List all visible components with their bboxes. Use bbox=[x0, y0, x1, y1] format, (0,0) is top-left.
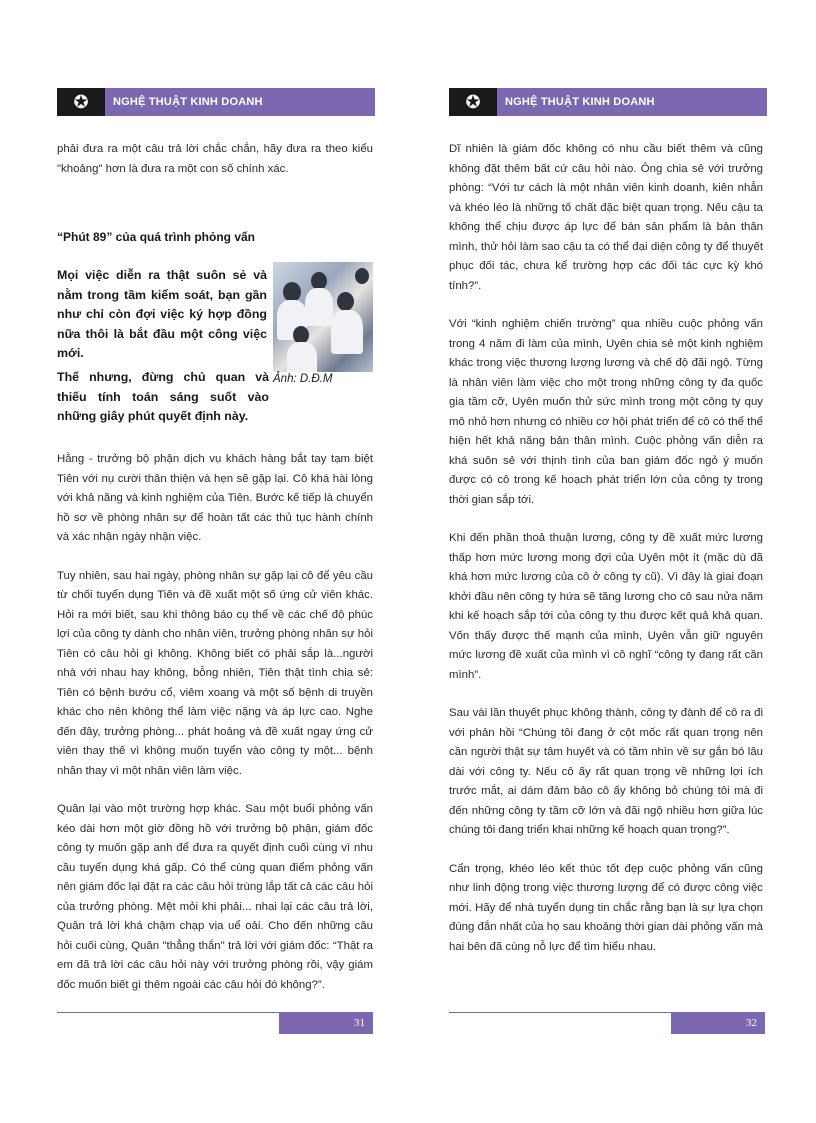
right-paragraph: Khi đến phần thoả thuận lương, công ty đề xuất mức lương thấp hơn mức lương mong đợi của Uyên một ít (mặc dù đã khá hơn mức lương của cô ở công ty cũ). Vì đây là giai đoạn khởi đầu nên công ty hứa sẽ tăng lương cho cô sau nửa năm khi kế hoạch sắp tới của công ty thu được kết quả khả quan. Vốn thấy được thế mạnh của mình, Uyên vẫn giữ nguyên mức lương đề xuất của mình vì cô nghĩ “công ty đang rất cần mình”. bbox=[449, 532, 763, 681]
right-paragraph: Với “kinh nghiệm chiến trường” qua nhiều cuộc phỏng vấn trong 4 năm đi làm của mình, Uyên chia sẻ một kinh nghiệm khác trong việc thương lượng lương và chế độ đãi ngộ. Từng là nhân viên làm việc cho một trong những công ty đa quốc gia tầm cỡ, Uyên muốn thử sức mình trong một công ty quy mô nhỏ hơn nhưng có nhiều cơ hội phát triển để cô có thể thể hiện hết khả năng bản thân mình. Cuộc phỏng vấn diễn ra khá suôn sẻ với thịnh tình của ban giám đốc ngỏ ý muốn được có cô trong kế hoạch phát triển lớn của công ty trong thời gian sắp tới. bbox=[449, 318, 763, 506]
left-paragraph: Hằng - trưởng bộ phận dịch vụ khách hàng bắt tay tạm biệt Tiên với nụ cười thân thiện và hẹn sẽ gặp lại. Cô khá hài lòng với khả năng và kinh nghiệm của Tiên. Bước kế tiếp là chuyển hồ sơ về phòng nhân sự để hoàn tất các thủ tục hành chính và xác nhận ngày nhận việc. bbox=[57, 453, 373, 543]
section-title: NGHỆ THUẬT KINH DOANH bbox=[113, 96, 263, 108]
lead-paragraph-2: Thế nhưng, đừng chủ quan và thiếu tính toán sáng suốt vào những giây phút quyết định này. bbox=[57, 370, 269, 423]
page-number: 32 bbox=[671, 1012, 765, 1034]
lead-paragraph-1: Mọi việc diễn ra thật suôn sẻ và nằm trong tầm kiểm soát, bạn gần như chỉ còn đợi việc ký hợp đồng nữa thôi là bắt đầu một công việc mới. bbox=[57, 268, 267, 360]
star-icon: ✪ bbox=[57, 88, 105, 116]
article-subheading: “Phút 89” của quá trình phỏng vấn bbox=[57, 230, 256, 244]
intro-text: phải đưa ra một câu trả lời chắc chắn, hãy đưa ra theo kiểu "khoảng" hơn là đưa ra một con số chính xác. bbox=[57, 143, 373, 175]
page-number: 31 bbox=[279, 1012, 373, 1034]
right-section-header bbox=[449, 88, 767, 116]
right-paragraph: Cẩn trọng, khéo léo kết thúc tốt đẹp cuộc phỏng vấn cũng như linh động trong việc thương lượng để có được công việc mới. Hãy để nhà tuyển dụng tin chắc rằng bạn là sự lựa chọn đúng đắn nhất của họ sau khoảng thời gian dài phỏng vấn mà hai bên đã cùng nỗ lực để tìm hiểu nhau. bbox=[449, 862, 763, 953]
left-paragraph: Quân lại vào một trường hợp khác. Sau một buổi phỏng vấn kéo dài hơn một giờ đồng hồ với trưởng bộ phận, giám đốc công ty muốn gặp anh để đưa ra quyết định cuối cùng vì nhu cầu tuyển dụng khá gấp. Có thể cùng quan điểm phỏng vấn nên giám đốc lại đặt ra các câu hỏi trùng lắp tất cả các câu hỏi của trưởng phòng. Mệt mỏi khi phải... nhai lại các câu trả lời, Quân trả lời khá chậm chạp vịa uể oải. Cho đến những câu hỏi cuối cùng, Quân "thẳng thắn" trả lời với giám đốc: “Thật ra em đã trả lời các câu hỏi này với trưởng phòng rồi, vậy giám đốc muốn biết gì thêm ngoài các câu hỏi đó không?”. bbox=[57, 803, 373, 991]
section-title: NGHỆ THUẬT KINH DOANH bbox=[505, 96, 655, 108]
right-paragraph: Sau vài lần thuyết phục không thành, công ty đành để cô ra đi với phản hồi “Chúng tôi đang ở cột mốc rất quan trọng nên cần người thật sự tâm huyết và có tầm nhìn về sự gắn bó lâu dài với công ty. Nếu cô ấy rất quan trọng về những lợi ích trước mắt, ai dám đảm bảo cô ấy không bỏ chúng tôi mà đi đến những công ty tầm cỡ lớn và đãi ngộ nhiều hơn giữa lúc chúng tôi đang triển khai những kế hoạch quan trọng?”. bbox=[449, 707, 763, 836]
right-paragraph: Dĩ nhiên là giám đốc không có nhu cầu biết thêm và cũng không đặt thêm bất cứ câu hỏi nào. Ông chia sẻ với trưởng phòng: “Với tư cách là một nhân viên kinh doanh, kiên nhẫn và khéo léo là những tố chất đặc biệt quan trọng. Nếu cậu ta không thể chịu được áp lực để bán sản phẩm là bản thân mình, thử hỏi làm sao cậu ta có thể đại diện công ty để thuyết phục đối tác, chưa kể trường hợp các đối tác cực kỳ khó tính?”. bbox=[449, 143, 763, 292]
star-icon: ✪ bbox=[449, 88, 497, 116]
left-paragraph: Tuy nhiên, sau hai ngày, phòng nhân sự gặp lại cô để yêu cầu từ chối tuyển dụng Tiên và đề xuất một số ứng cử viên khác. Hỏi ra mới biết, sau khi thông báo cụ thể về các chế độ phúc lợi của công ty dành cho nhân viên, trưởng phòng nhân sự hỏi Tiên có câu hỏi gì không. Không biết có phải sắp là...người nhà với nhau hay không, bỗng nhiên, Tiên thật tình chia sẻ: Tiên có bệnh bướu cổ, viêm xoang và một số bệnh di truyền khác cho nên không thể làm việc nặng và áp lực cao. Nghe đến đây, trưởng phòng... phát hoảng và đề xuất ngay ứng cử viên thay thế vì không muốn tuyển vào công ty một... bệnh nhân thay vì một nhân viên làm việc. bbox=[57, 569, 373, 777]
right-body bbox=[449, 140, 763, 976]
photo-caption: Ảnh: D.Đ.M bbox=[273, 373, 333, 385]
